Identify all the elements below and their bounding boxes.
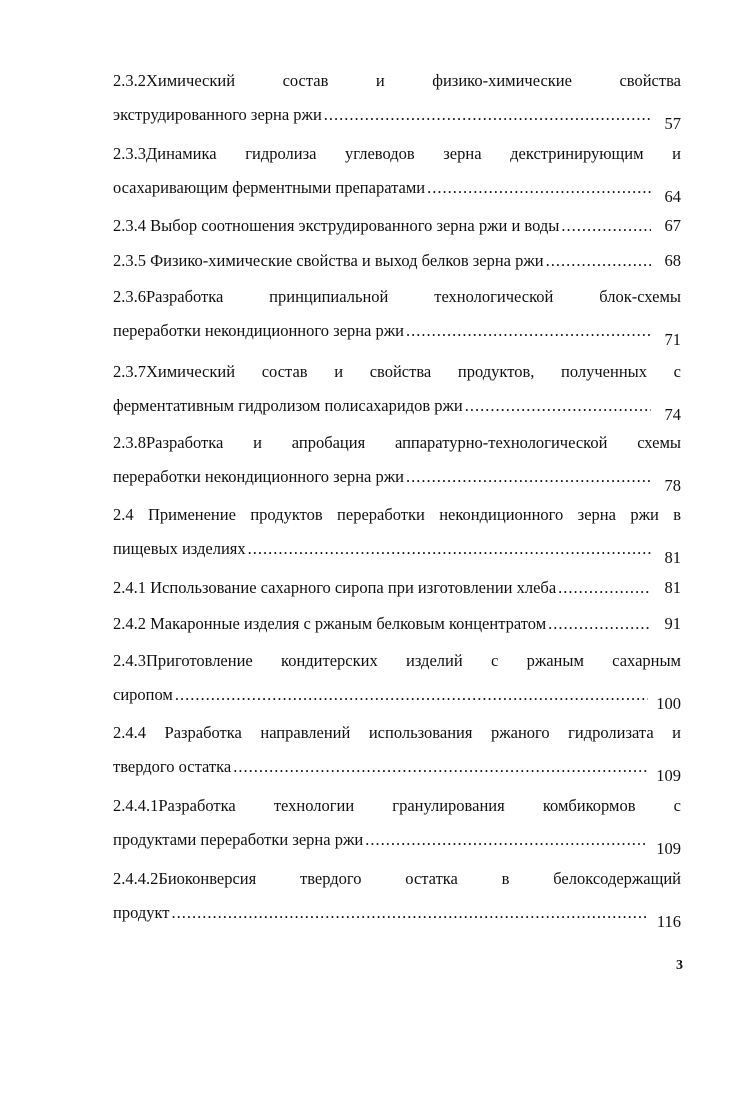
toc-entry-text: переработки некондиционного зерна ржи [113, 467, 404, 486]
leader-dots [546, 250, 651, 272]
toc-entry [113, 286, 681, 349]
toc-entry [113, 650, 681, 713]
toc-entry [113, 577, 681, 599]
leader-dots [406, 320, 651, 342]
toc-page-number: 57 [664, 114, 681, 133]
toc-page-number: 67 [664, 216, 681, 235]
toc-entry-text: пищевых изделиях [113, 539, 246, 558]
toc-entry-text: 2.4 Применение продуктов переработки некондиционного зерна ржи в [113, 505, 681, 524]
toc-page-number: 116 [656, 912, 681, 931]
leader-dots [172, 902, 649, 924]
toc-entry-text: переработки некондиционного зерна ржи [113, 321, 404, 340]
toc-entry-text: 2.4.4.1Разработка технологии гранулирования комбикормов с [113, 796, 681, 815]
toc-entry [113, 215, 681, 237]
toc-page-number: 74 [664, 405, 681, 424]
toc-entry-text: ферментативным гидролизом полисахаридов ржи [113, 396, 463, 415]
toc-entry [113, 250, 681, 272]
toc-page-number: 78 [664, 476, 681, 495]
toc-entry-text: продуктами переработки зерна ржи [113, 830, 364, 849]
leader-dots [175, 684, 648, 706]
leader-dots [561, 215, 651, 237]
leader-dots [324, 104, 651, 126]
toc-entry [113, 143, 681, 206]
toc-entry-text: 2.3.6Разработка принципиальной технологической блок-схемы [113, 287, 681, 306]
toc-page-number: 81 [664, 548, 681, 567]
toc-page-number: 109 [656, 839, 681, 858]
toc-page-number: 68 [664, 251, 681, 270]
toc-entry [113, 361, 681, 424]
toc-entry-text: экструдированного зерна ржи [113, 105, 322, 124]
leader-dots [558, 577, 651, 599]
toc-page-number: 100 [656, 694, 681, 713]
toc-entry [113, 432, 681, 495]
leader-dots [233, 756, 648, 778]
toc-entry-text: 2.3.2Химический состав и физико-химические свойства [113, 71, 681, 90]
leader-dots [248, 538, 651, 560]
leader-dots [365, 829, 648, 851]
leader-dots [548, 613, 651, 635]
toc-page-number: 109 [656, 766, 681, 785]
toc-page-number: 91 [664, 614, 681, 633]
toc-page-number: 81 [664, 578, 681, 597]
toc-entry [113, 613, 681, 635]
toc-entry [113, 70, 681, 133]
toc-entry [113, 722, 681, 785]
toc-entry-text: твердого остатка [113, 757, 232, 776]
toc-entry-text: сиропом [113, 685, 173, 704]
toc-entry-text: 2.4.3Приготовление кондитерских изделий с ржаным сахарным [113, 651, 681, 670]
toc-entry-text: 2.3.3Динамика гидролиза углеводов зерна декстринирующим и [113, 144, 681, 163]
leader-dots [427, 177, 651, 199]
page-number: 3 [676, 958, 683, 973]
toc-entry-text: 2.4.2 Макаронные изделия с ржаным белковым концентратом [113, 614, 547, 633]
toc-entry [113, 795, 681, 858]
toc-page-number: 71 [664, 330, 681, 349]
toc-entry-text: 2.4.4 Разработка направлений использования ржаного гидролизата и [113, 723, 681, 742]
toc-entry-text: 2.3.8Разработка и апробация аппаратурно-технологической схемы [113, 433, 681, 452]
toc-entry-text: 2.4.4.2Биоконверсия твердого остатка в белоксодержащий [113, 869, 681, 888]
toc-entry-text: продукт [113, 903, 170, 922]
toc-entry-text: 2.4.1 Использование сахарного сиропа при изготовлении хлеба [113, 578, 557, 597]
toc-page-number: 64 [664, 187, 681, 206]
toc-entry-text: осахаривающим ферментными препаратами [113, 178, 426, 197]
toc-entry [113, 868, 681, 931]
leader-dots [465, 395, 651, 417]
toc-entry-text: 2.3.4 Выбор соотношения экструдированного зерна ржи и воды [113, 216, 560, 235]
toc-entry [113, 504, 681, 567]
toc-entry-text: 2.3.5 Физико-химические свойства и выход белков зерна ржи [113, 251, 544, 270]
toc-entry-text: 2.3.7Химический состав и свойства продуктов, полученных с [113, 362, 681, 381]
leader-dots [406, 466, 651, 488]
